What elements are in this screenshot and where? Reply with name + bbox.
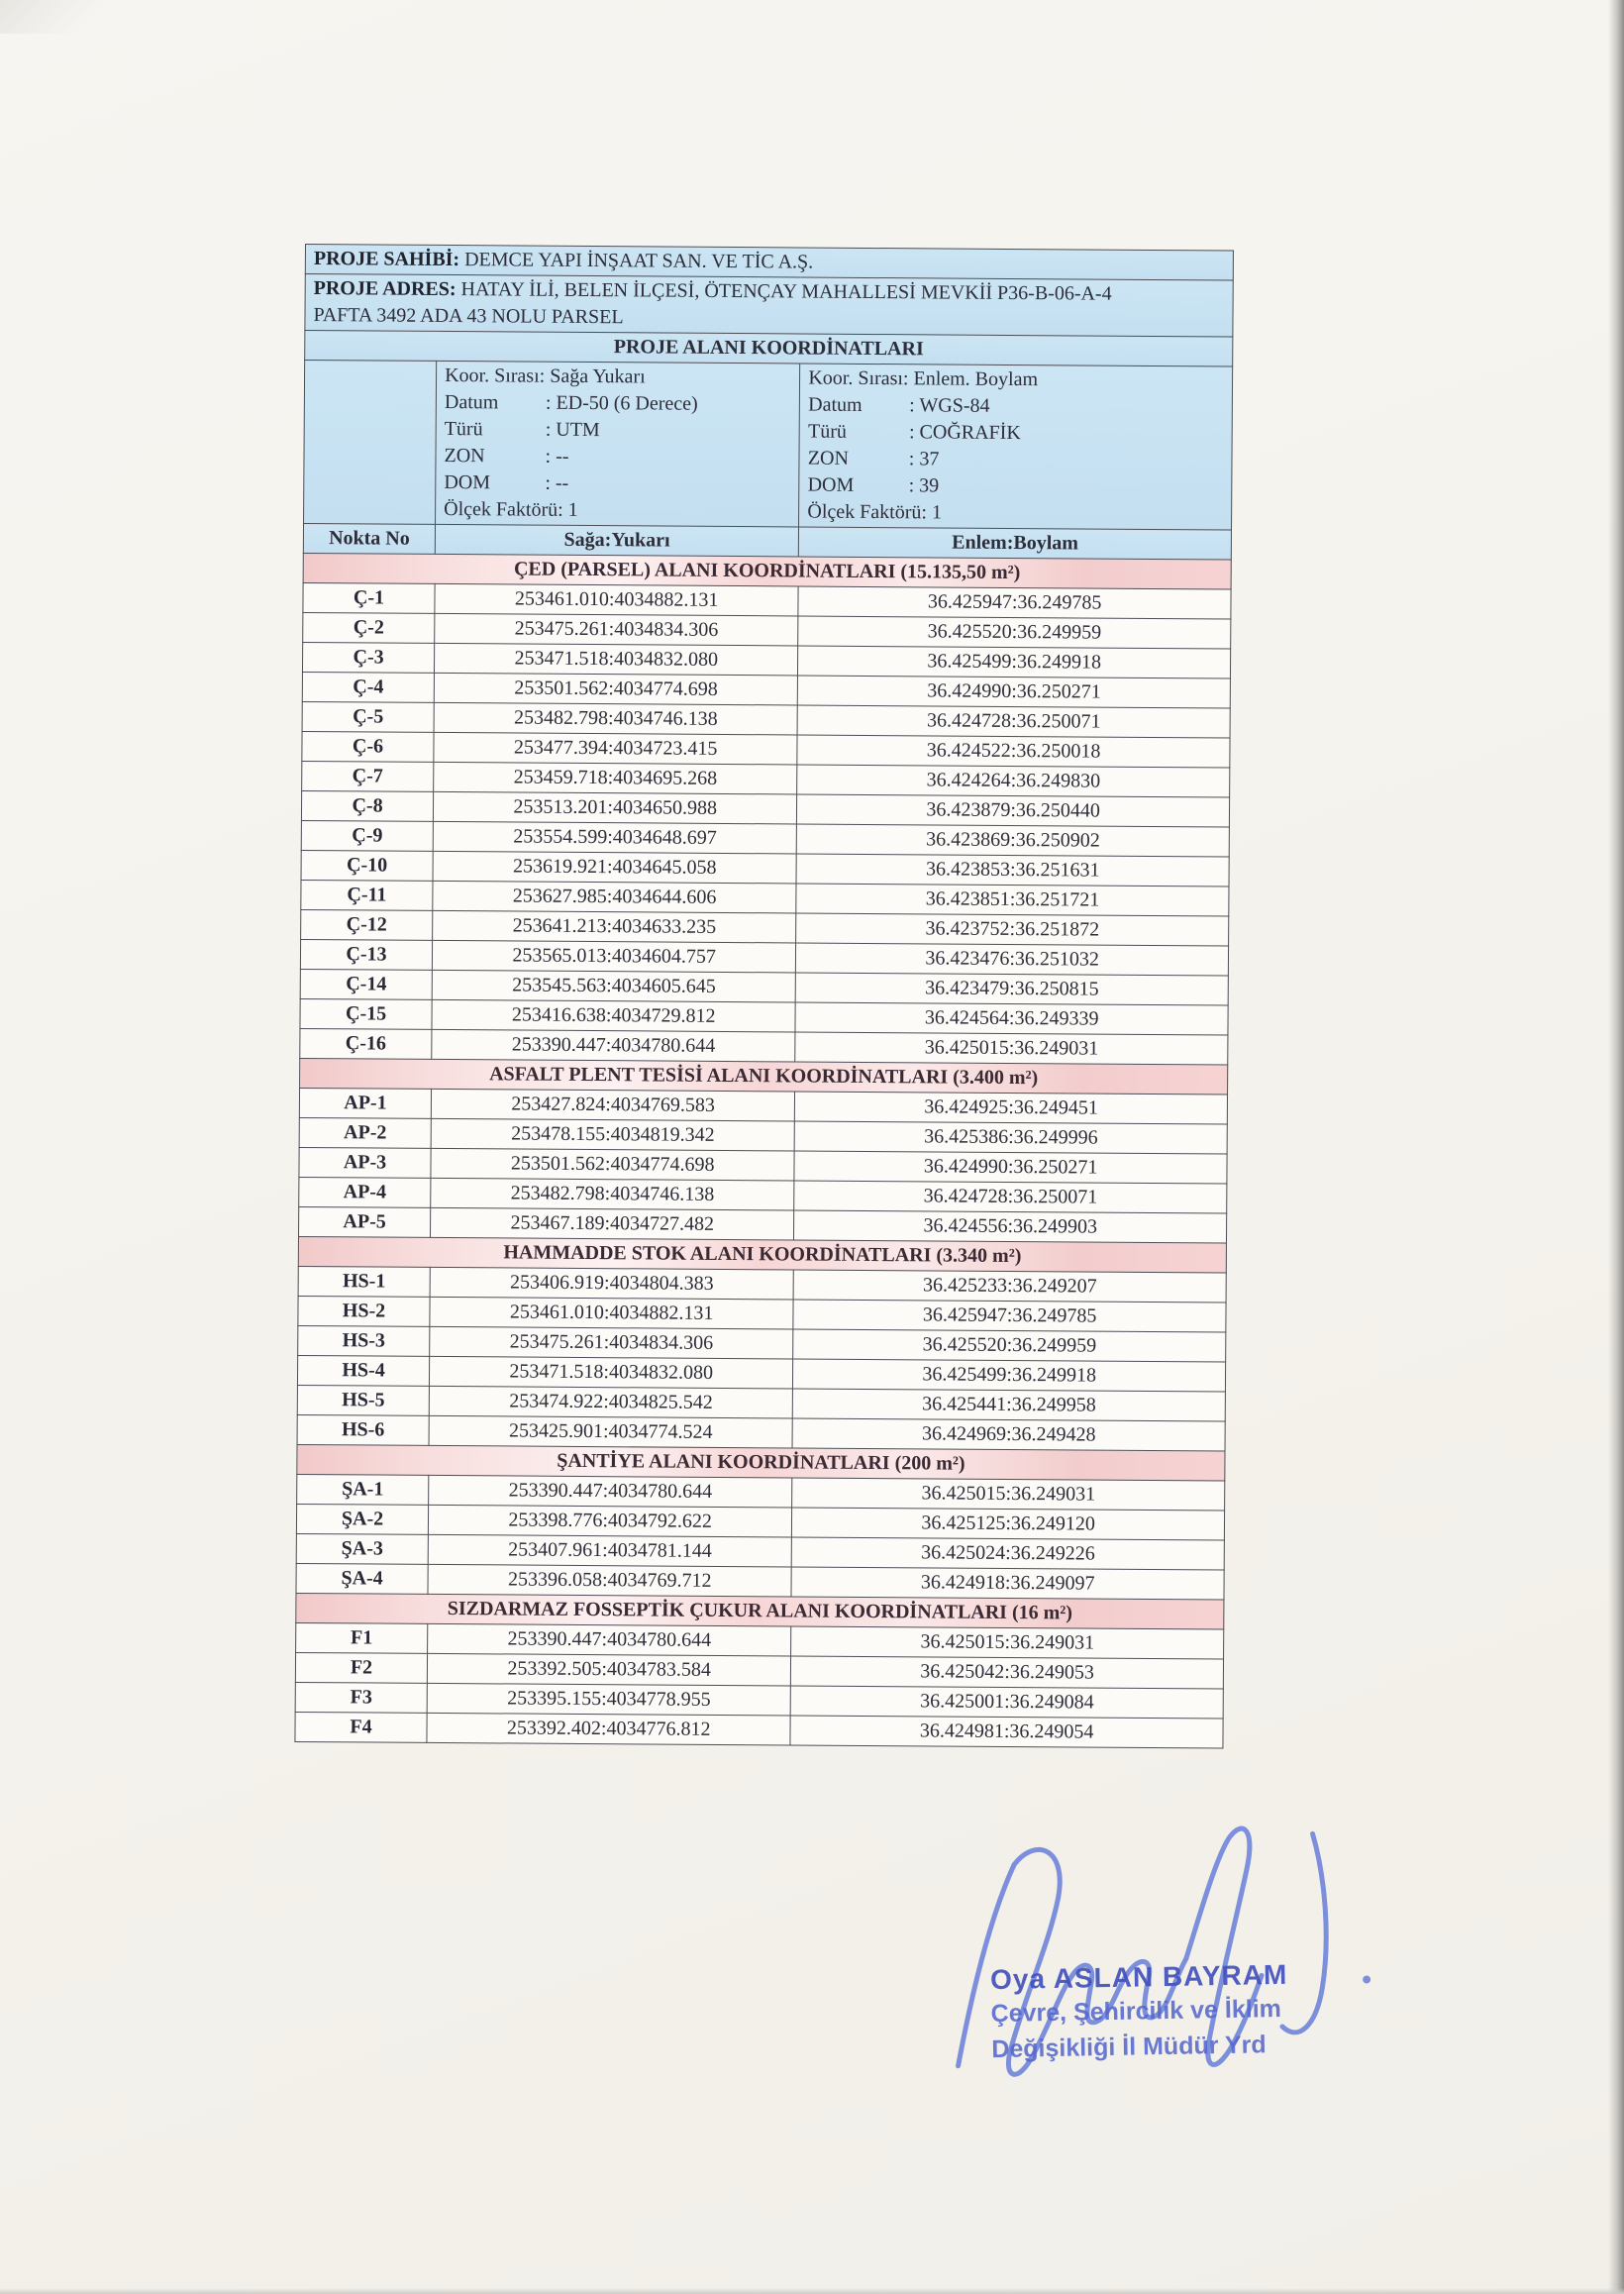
section-title: ŞANTİYE ALANI KOORDİNATLARI (200 m²) bbox=[297, 1444, 1225, 1481]
datum-value: : COĞRAFİK bbox=[908, 421, 1021, 445]
saga-yukari-value: 253477.394:4034723.415 bbox=[434, 732, 797, 765]
datum-label: Datum bbox=[444, 390, 499, 414]
point-id: Ç-12 bbox=[301, 909, 433, 940]
point-id: Ç-9 bbox=[301, 820, 433, 851]
point-id: ŞA-4 bbox=[296, 1563, 428, 1594]
section-title: SIZDARMAZ FOSSEPTİK ÇUKUR ALANI KOORDİNATLARI (16 m²) bbox=[296, 1593, 1224, 1629]
point-id: F1 bbox=[296, 1622, 428, 1653]
saga-yukari-value: 253627.985:4034644.606 bbox=[433, 881, 796, 913]
saga-yukari-value: 253416.638:4034729.812 bbox=[432, 999, 795, 1032]
section-title: ÇED (PARSEL) ALANI KOORDİNATLARI (15.135,50 m²) bbox=[303, 553, 1231, 589]
point-id: Ç-3 bbox=[302, 642, 434, 673]
scan-edge-bottom bbox=[0, 2288, 1624, 2294]
point-id: Ç-1 bbox=[303, 582, 435, 613]
datum-value: : 39 bbox=[908, 474, 940, 497]
stamp-title-line-2: Değişikliği İl Müdür Yrd bbox=[991, 2031, 1267, 2064]
stamp-title-line-1: Çevre, Şehircilik ve İklim bbox=[990, 1994, 1282, 2029]
saga-yukari-value: 253641.213:4034633.235 bbox=[433, 910, 796, 943]
address-label: PROJE ADRES: bbox=[313, 277, 457, 301]
point-id: ŞA-2 bbox=[296, 1504, 428, 1534]
point-id: F4 bbox=[295, 1712, 427, 1742]
saga-yukari-value: 253513.201:4034650.988 bbox=[433, 791, 796, 824]
saga-yukari-value: 253395.155:4034778.955 bbox=[427, 1683, 790, 1716]
point-id: Ç-4 bbox=[302, 672, 434, 702]
saga-yukari-value: 253471.518:4034832.080 bbox=[435, 643, 798, 676]
enlem-boylam-value: 36.425001:36.249084 bbox=[790, 1686, 1223, 1719]
saga-yukari-value: 253459.718:4034695.268 bbox=[434, 762, 797, 794]
enlem-boylam-value: 36.423879:36.250440 bbox=[797, 794, 1230, 827]
saga-yukari-value: 253392.505:4034783.584 bbox=[427, 1653, 790, 1686]
datum-right-olcek: Ölçek Faktörü: 1 bbox=[807, 500, 943, 524]
point-id: AP-5 bbox=[299, 1206, 431, 1237]
enlem-boylam-value: 36.423752:36.251872 bbox=[796, 913, 1229, 946]
enlem-boylam-value: 36.425015:36.249031 bbox=[791, 1626, 1224, 1659]
coords-table-body bbox=[295, 553, 1231, 1748]
enlem-boylam-value: 36.424728:36.250071 bbox=[794, 1181, 1227, 1213]
datum-left-cell bbox=[436, 361, 800, 527]
saga-yukari-value: 253390.447:4034780.644 bbox=[432, 1029, 795, 1062]
point-id: HS-4 bbox=[297, 1355, 429, 1386]
saga-yukari-value: 253396.058:4034769.712 bbox=[428, 1564, 791, 1597]
address-value-line1: HATAY İLİ, BELEN İLÇESİ, ÖTENÇAY MAHALLESİ MEVKİİ P36-B-06-A-4 bbox=[460, 278, 1112, 305]
enlem-boylam-value: 36.424564:36.249339 bbox=[795, 1002, 1228, 1035]
saga-yukari-value: 253565.013:4034604.757 bbox=[432, 940, 795, 973]
datum-value: : UTM bbox=[545, 418, 600, 442]
scan-edge-right bbox=[1608, 0, 1624, 2294]
point-id: Ç-13 bbox=[300, 939, 432, 970]
point-id: AP-2 bbox=[299, 1117, 431, 1148]
datum-value: : WGS-84 bbox=[909, 394, 990, 417]
enlem-boylam-value: 36.423869:36.250902 bbox=[797, 824, 1230, 857]
owner-value: DEMCE YAPI İNŞAAT SAN. VE TİC A.Ş. bbox=[464, 249, 814, 273]
section-title: ASFALT PLENT TESİSİ ALANI KOORDİNATLARI (3.400 m²) bbox=[300, 1058, 1228, 1095]
point-id: HS-6 bbox=[297, 1414, 429, 1445]
saga-yukari-value: 253554.599:4034648.697 bbox=[433, 821, 796, 854]
point-id: Ç-2 bbox=[303, 612, 435, 643]
enlem-boylam-value: 36.425015:36.249031 bbox=[795, 1032, 1228, 1065]
saga-yukari-value: 253501.562:4034774.698 bbox=[434, 673, 797, 705]
datum-value: : ED-50 (6 Derece) bbox=[545, 391, 698, 415]
saga-yukari-value: 253398.776:4034792.622 bbox=[428, 1505, 791, 1537]
enlem-boylam-value: 36.424918:36.249097 bbox=[791, 1567, 1224, 1600]
enlem-boylam-value: 36.425947:36.249785 bbox=[793, 1300, 1226, 1332]
saga-yukari-value: 253478.155:4034819.342 bbox=[431, 1118, 794, 1151]
enlem-boylam-value: 36.424981:36.249054 bbox=[790, 1716, 1223, 1748]
saga-yukari-value: 253475.261:4034834.306 bbox=[430, 1326, 793, 1359]
enlem-boylam-value: 36.425499:36.249918 bbox=[793, 1359, 1226, 1392]
datum-left-olcek: Ölçek Faktörü: 1 bbox=[444, 497, 578, 521]
datum-value: : -- bbox=[545, 445, 569, 468]
enlem-boylam-value: 36.424990:36.250271 bbox=[794, 1151, 1227, 1184]
point-id: Ç-11 bbox=[301, 880, 433, 910]
saga-yukari-value: 253407.961:4034781.144 bbox=[428, 1534, 791, 1567]
enlem-boylam-value: 36.423851:36.251721 bbox=[796, 884, 1229, 916]
datum-value: : 37 bbox=[908, 448, 940, 470]
datum-right-cell bbox=[799, 364, 1233, 530]
coordinates-table bbox=[294, 244, 1234, 1749]
enlem-boylam-value: 36.425520:36.249959 bbox=[793, 1329, 1226, 1362]
saga-yukari-value: 253545.563:4034605.645 bbox=[432, 970, 795, 1002]
coordinate-row bbox=[295, 1712, 1223, 1748]
scanned-coordinate-document bbox=[294, 244, 1234, 1749]
datum-left-koor-sirasi: Koor. Sırası: Sağa Yukarı bbox=[445, 364, 646, 388]
enlem-boylam-value: 36.425386:36.249996 bbox=[794, 1121, 1227, 1154]
column-header-enlem-boylam: Enlem:Boylam bbox=[799, 527, 1232, 560]
enlem-boylam-value: 36.425233:36.249207 bbox=[793, 1270, 1226, 1303]
point-id: ŞA-3 bbox=[296, 1533, 428, 1564]
enlem-boylam-value: 36.424556:36.249903 bbox=[794, 1210, 1227, 1243]
saga-yukari-value: 253467.189:4034727.482 bbox=[431, 1207, 794, 1240]
saga-yukari-value: 253482.798:4034746.138 bbox=[434, 702, 797, 735]
stamp-name: Oya ASLAN BAYRAM bbox=[989, 1958, 1288, 1996]
point-id: AP-4 bbox=[299, 1177, 431, 1207]
point-id: Ç-6 bbox=[302, 731, 434, 762]
owner-label: PROJE SAHİBİ: bbox=[313, 248, 460, 271]
point-id: Ç-8 bbox=[301, 790, 433, 821]
enlem-boylam-value: 36.425015:36.249031 bbox=[792, 1478, 1225, 1511]
point-id: Ç-16 bbox=[300, 1028, 432, 1059]
approval-stamp-and-signature bbox=[916, 1817, 1416, 2133]
point-id: Ç-14 bbox=[300, 969, 432, 999]
column-header-nokta-no: Nokta No bbox=[303, 523, 435, 554]
enlem-boylam-value: 36.425441:36.249958 bbox=[793, 1389, 1226, 1421]
point-id: AP-1 bbox=[299, 1088, 431, 1118]
saga-yukari-value: 253390.447:4034780.644 bbox=[428, 1623, 791, 1656]
datum-label: ZON bbox=[444, 444, 485, 468]
datum-right-koor-sirasi: Koor. Sırası: Enlem. Boylam bbox=[808, 366, 1039, 391]
datum-label: Türü bbox=[807, 420, 847, 443]
datum-value: : -- bbox=[545, 471, 569, 494]
point-id: HS-5 bbox=[297, 1385, 429, 1415]
enlem-boylam-value: 36.423479:36.250815 bbox=[796, 973, 1229, 1005]
coords-title: PROJE ALANI KOORDİNATLARI bbox=[305, 331, 1233, 367]
saga-yukari-value: 253471.518:4034832.080 bbox=[429, 1356, 792, 1389]
saga-yukari-value: 253406.919:4034804.383 bbox=[430, 1267, 793, 1300]
enlem-boylam-value: 36.424728:36.250071 bbox=[797, 705, 1230, 738]
enlem-boylam-value: 36.424990:36.250271 bbox=[798, 676, 1231, 708]
saga-yukari-value: 253619.921:4034645.058 bbox=[433, 851, 796, 884]
point-id: Ç-5 bbox=[302, 701, 434, 732]
saga-yukari-value: 253390.447:4034780.644 bbox=[429, 1475, 792, 1508]
saga-yukari-value: 253475.261:4034834.306 bbox=[435, 613, 798, 646]
datum-label: ZON bbox=[807, 447, 850, 469]
datum-row bbox=[304, 361, 1233, 531]
enlem-boylam-value: 36.425520:36.249959 bbox=[798, 616, 1231, 649]
saga-yukari-value: 253427.824:4034769.583 bbox=[431, 1089, 794, 1121]
official-stamp-text bbox=[990, 1959, 1289, 2067]
saga-yukari-value: 253474.922:4034825.542 bbox=[429, 1386, 792, 1418]
enlem-boylam-value: 36.424925:36.249451 bbox=[795, 1092, 1228, 1124]
point-id: Ç-15 bbox=[300, 998, 432, 1029]
point-id: HS-1 bbox=[298, 1266, 430, 1297]
datum-label: Datum bbox=[808, 393, 863, 416]
point-id: AP-3 bbox=[299, 1147, 431, 1178]
point-id: Ç-10 bbox=[301, 850, 433, 881]
datum-empty-cell bbox=[304, 361, 437, 525]
saga-yukari-value: 253461.010:4034882.131 bbox=[435, 583, 798, 616]
enlem-boylam-value: 36.425125:36.249120 bbox=[792, 1508, 1225, 1540]
section-title: HAMMADDE STOK ALANI KOORDİNATLARI (3.340 m²) bbox=[298, 1236, 1226, 1273]
column-header-saga-yukari: Sağa:Yukarı bbox=[435, 524, 798, 557]
point-id: HS-2 bbox=[298, 1296, 430, 1326]
enlem-boylam-value: 36.425042:36.249053 bbox=[791, 1656, 1224, 1689]
saga-yukari-value: 253501.562:4034774.698 bbox=[431, 1148, 794, 1181]
enlem-boylam-value: 36.425024:36.249226 bbox=[792, 1537, 1225, 1570]
point-id: F3 bbox=[295, 1682, 427, 1713]
address-value-line2: PAFTA 3492 ADA 43 NOLU PARSEL bbox=[313, 304, 624, 329]
enlem-boylam-value: 36.425947:36.249785 bbox=[798, 586, 1231, 619]
point-id: HS-3 bbox=[298, 1325, 430, 1356]
saga-yukari-value: 253482.798:4034746.138 bbox=[431, 1178, 794, 1210]
scan-edge-topleft bbox=[0, 0, 149, 34]
saga-yukari-value: 253425.901:4034774.524 bbox=[429, 1415, 792, 1448]
enlem-boylam-value: 36.423476:36.251032 bbox=[796, 943, 1229, 976]
point-id: Ç-7 bbox=[302, 761, 434, 791]
saga-yukari-value: 253461.010:4034882.131 bbox=[430, 1297, 793, 1329]
point-id: ŞA-1 bbox=[297, 1474, 429, 1505]
point-id: F2 bbox=[295, 1652, 427, 1683]
address-row bbox=[305, 274, 1233, 338]
enlem-boylam-value: 36.425499:36.249918 bbox=[798, 646, 1231, 678]
enlem-boylam-value: 36.424969:36.249428 bbox=[792, 1418, 1225, 1451]
datum-label: DOM bbox=[444, 470, 491, 494]
datum-label: DOM bbox=[807, 473, 855, 496]
datum-label: Türü bbox=[444, 417, 483, 441]
saga-yukari-value: 253392.402:4034776.812 bbox=[427, 1713, 790, 1745]
enlem-boylam-value: 36.424264:36.249830 bbox=[797, 765, 1230, 797]
enlem-boylam-value: 36.423853:36.251631 bbox=[796, 854, 1229, 886]
enlem-boylam-value: 36.424522:36.250018 bbox=[797, 735, 1230, 768]
